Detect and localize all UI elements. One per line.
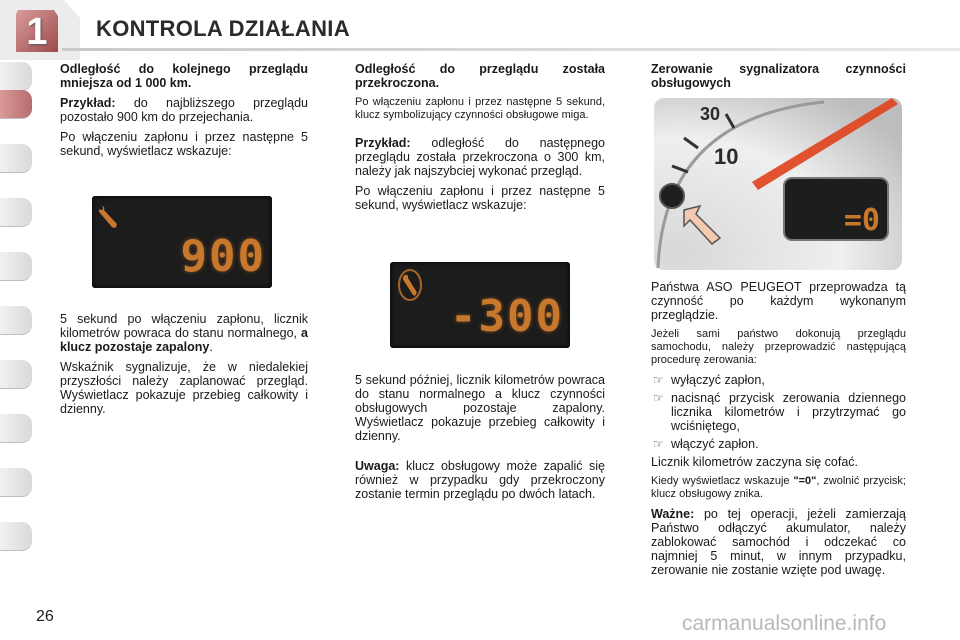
column-3-lower xyxy=(651,280,906,583)
wrench-icon xyxy=(396,268,424,302)
wrench-icon xyxy=(96,204,120,230)
display-900 xyxy=(92,196,272,288)
instrument-cluster-image xyxy=(654,98,902,270)
col2-note-label: Uwaga: xyxy=(355,459,400,473)
col3-when xyxy=(651,475,906,501)
col2-example-label: Przykład: xyxy=(355,136,411,150)
column-3 xyxy=(651,62,906,96)
col3-when-bold: "=0" xyxy=(793,475,817,487)
procedure-list xyxy=(651,373,906,451)
bullet-hand-icon: ☞ xyxy=(653,391,664,405)
col3-important-label: Ważne: xyxy=(651,507,695,521)
col1-example-text: do najbliższego przeglądu pozostało 900 km do przejechania. xyxy=(60,96,308,124)
gauge-label-30: 30 xyxy=(700,104,721,124)
title-divider xyxy=(62,48,960,51)
col1-example xyxy=(60,96,308,124)
col2-note xyxy=(355,459,605,501)
column-1-lower xyxy=(60,312,308,422)
side-tab[interactable] xyxy=(0,306,32,335)
display-value: =0 xyxy=(843,203,880,238)
col2-example xyxy=(355,136,605,178)
col1-after-text: 5 sekund po włączeniu zapłonu, licznik kilometrów powraca do stanu normalnego, xyxy=(60,312,308,340)
column-1 xyxy=(60,62,308,164)
side-tab[interactable] xyxy=(0,62,32,91)
col2-note-text: klucz obsługowy może zapalić się również w przypadku gdy przekroczony zostanie termin przeglądu po dwóch latach. xyxy=(355,459,605,501)
side-tab-active[interactable] xyxy=(0,90,32,119)
col2-display-intro: Po włączeniu zapłonu i przez następne 5 sekund, wyświetlacz wskazuje: xyxy=(355,184,605,212)
column-2 xyxy=(355,62,605,218)
col2-after-text: 5 sekund później, licznik kilometrów powraca do stanu normalnego a klucz czynności obsługowych pozostaje zapalony. Wyświetlacz pokazuje przebieg całkowity i dzienny. xyxy=(355,373,605,443)
col3-when-a: Kiedy wyświetlacz wskazuje xyxy=(651,475,794,487)
side-tab[interactable] xyxy=(0,198,32,227)
col3-important xyxy=(651,507,906,577)
side-tab[interactable] xyxy=(0,468,32,497)
bullet-hand-icon: ☞ xyxy=(653,373,664,387)
display-value: 900 xyxy=(180,231,266,282)
list-item xyxy=(651,437,906,451)
display-minus-300 xyxy=(390,262,570,348)
side-tab[interactable] xyxy=(0,522,32,551)
step-text: wyłączyć zapłon, xyxy=(671,373,765,387)
column-2-lower xyxy=(355,373,605,507)
side-tab[interactable] xyxy=(0,144,32,173)
side-tab[interactable] xyxy=(0,360,32,389)
col3-self-text: Jeżeli sami państwo dokonują przeglądu samochodu, należy przeprowadzić następującą procedurę zerowania: xyxy=(651,328,906,366)
col3-important-text: po tej operacji, jeżeli zamierzają Państwo odłączyć akumulator, należy zablokować samochód i odczekać co najmniej 5 minut, w innym przypadku, zerowanie nie zostanie wzięte pod uwagę. xyxy=(651,507,906,577)
col1-example-label: Przykład: xyxy=(60,96,116,110)
page-title: KONTROLA DZIAŁANIA xyxy=(96,16,350,41)
chapter-number: 1 xyxy=(26,11,48,53)
reset-button[interactable] xyxy=(660,184,684,208)
col2-blink-text: Po włączeniu zapłonu i przez następne 5 sekund, klucz symbolizujący czynności obsługowe miga. xyxy=(355,96,605,121)
list-item xyxy=(651,391,906,433)
col1-after xyxy=(60,312,308,354)
col1-heading: Odległość do kolejnego przeglądu mniejsza od 1 000 km. xyxy=(60,62,308,90)
col1-after-end: . xyxy=(209,340,213,354)
col3-heading: Zerowanie sygnalizatora czynności obsługowych xyxy=(651,62,906,90)
col1-after-bold: a klucz pozostaje zapalony xyxy=(60,326,308,354)
watermark: carmanualsonline.info xyxy=(682,612,887,635)
col2-heading: Odległość do przeglądu została przekroczona. xyxy=(355,62,605,90)
step-text: nacisnąć przycisk zerowania dziennego licznika kilometrów i przytrzymać go wciśniętego, xyxy=(671,391,906,433)
list-item xyxy=(651,373,906,387)
col3-intro: Państwa ASO PEUGEOT przeprowadza tą czynność po każdym wykonanym przeglądzie. xyxy=(651,280,906,322)
col3-when-b: , zwolnić przycisk; klucz obsługowy znika. xyxy=(651,475,906,500)
gauge-label-10: 10 xyxy=(714,144,739,169)
col1-display-intro: Po włączeniu zapłonu i przez następne 5 sekund, wyświetlacz wskazuje: xyxy=(60,130,308,158)
step-text: włączyć zapłon. xyxy=(671,437,759,451)
side-tab[interactable] xyxy=(0,252,32,281)
col1-indicator: Wskaźnik sygnalizuje, że w niedalekiej przyszłości należy zaplanować przegląd. Wyświetlacz pokazuje przebieg całkowity i dzienny. xyxy=(60,360,308,416)
side-tab-strip xyxy=(0,62,34,582)
page-number: 26 xyxy=(36,608,54,625)
side-tab[interactable] xyxy=(0,414,32,443)
col3-counter-text: Licznik kilometrów zaczyna się cofać. xyxy=(651,455,859,469)
bullet-hand-icon: ☞ xyxy=(653,437,664,451)
col2-example-text: odległość do następnego przeglądu została przekroczona o 300 km, należy jak najszybciej wykonać przegląd. xyxy=(355,136,605,178)
display-value: -300 xyxy=(450,291,564,342)
